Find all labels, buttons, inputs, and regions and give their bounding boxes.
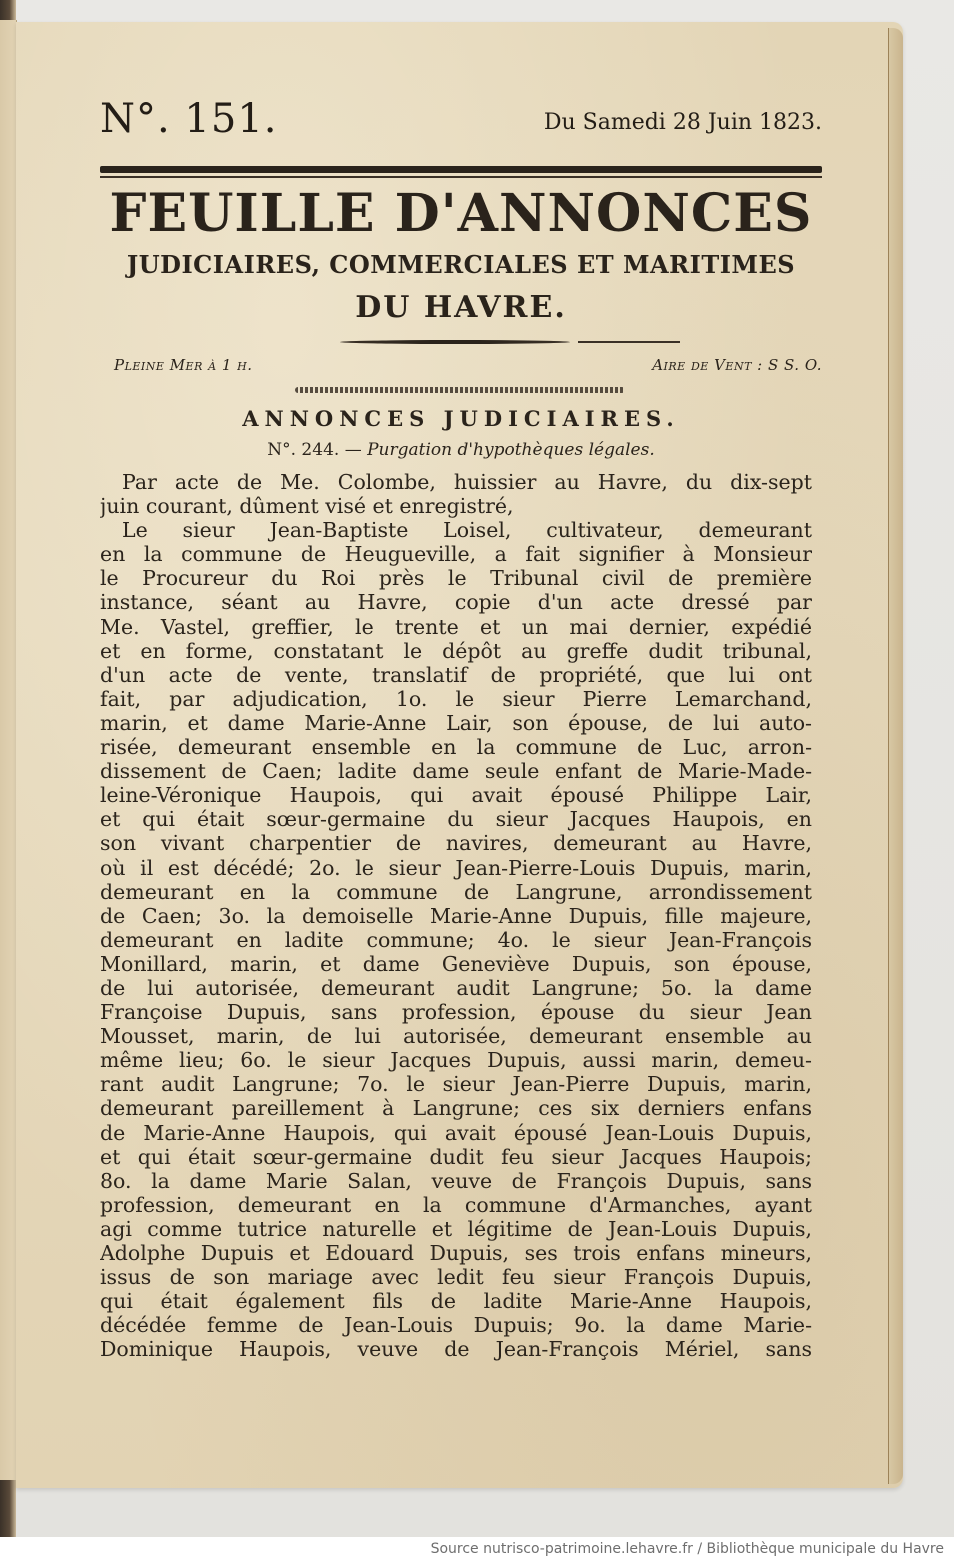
body-line: son vivant charpentier de navires, demeurant au Havre, (100, 831, 812, 856)
body-line: risée, demeurant ensemble en la commune de Luc, arron- (100, 735, 812, 760)
issue-date: Du Samedi 28 Juin 1823. (543, 110, 822, 135)
page-edge (888, 28, 903, 1484)
newspaper-title: FEUILLE D'ANNONCES (109, 183, 813, 244)
body-line: qui était également fils de ladite Marie-Anne Haupois, (100, 1289, 812, 1314)
newspaper-page (16, 22, 903, 1488)
masthead-top (100, 96, 822, 156)
body-line: et qui était sœur-germaine dudit feu sieur Jacques Haupois; (100, 1144, 812, 1169)
body-line: Mousset, marin, de lui autorisée, demeurant ensemble au (100, 1024, 812, 1049)
body-line: Monillard, marin, et dame Geneviève Dupuis, son épouse, (100, 951, 812, 976)
body-line: Françoise Dupuis, sans profession, épouse du sieur Jean (100, 1000, 812, 1025)
notice-number: N°. 244. — (267, 440, 362, 460)
notice-subject: Purgation d'hypothèques légales. (367, 440, 655, 460)
body-line: issus de son mariage avec ledit feu sieur François Dupuis, (100, 1265, 812, 1290)
ornament-rule-right (578, 341, 680, 343)
body-line: Dominique Haupois, veuve de Jean-François Mériel, sans (100, 1337, 812, 1362)
body-line: demeurant en la commune de Langrune, arrondissement (100, 879, 812, 904)
issue-number: N°. 151. (100, 96, 278, 142)
wind-direction: Aire de Vent : S S. O. (652, 356, 822, 374)
body-line: et en forme, constatant le dépôt au greffe dudit tribunal, (100, 638, 812, 663)
body-line: de Marie-Anne Haupois, qui avait épousé Jean-Louis Dupuis, (100, 1120, 812, 1145)
body-line: leine-Véronique Haupois, qui avait épousé Philippe Lair, (100, 783, 812, 808)
body-line: marin, et dame Marie-Anne Lair, son épouse, de lui auto- (100, 710, 812, 735)
body-line: demeurant pareillement à Langrune; ces six derniers enfans (100, 1096, 812, 1121)
notice-body (100, 470, 812, 1361)
body-line: Adolphe Dupuis et Edouard Dupuis, ses trois enfans mineurs, (100, 1241, 812, 1265)
high-tide-time: Pleine Mer à 1 h. (114, 356, 253, 374)
body-line: rant audit Langrune; 7o. le sieur Jean-Pierre Dupuis, marin, (100, 1072, 812, 1097)
ornament-rule (340, 340, 570, 344)
thin-rule (100, 176, 822, 178)
body-line: dissement de Caen; ladite dame seule enfant de Marie-Made- (100, 759, 812, 784)
left-page-edge (0, 20, 17, 1480)
section-heading: ANNONCES JUDICIAIRES. (242, 406, 680, 431)
tide-info (114, 356, 822, 380)
body-line: demeurant en ladite commune; 4o. le sieur Jean-François (100, 927, 812, 952)
body-line: où il est décédé; 2o. le sieur Jean-Pierre-Louis Dupuis, marin, (100, 855, 812, 880)
wavy-divider (295, 387, 625, 393)
notice-heading (100, 440, 822, 460)
body-line: Par acte de Me. Colombe, huissier au Havre, du dix-sept (122, 470, 812, 494)
body-line: profession, demeurant en la commune d'Armanches, ayant (100, 1192, 812, 1217)
masthead-double-rule (100, 166, 822, 178)
body-line: en la commune de Heugueville, a fait signifier à Monsieur (100, 542, 812, 567)
body-line: d'un acte de vente, translatif de propriété, que lui ont (100, 662, 812, 687)
body-line: agi comme tutrice naturelle et légitime de Jean-Louis Dupuis, (100, 1216, 812, 1241)
body-line: fait, par adjudication, 1o. le sieur Pierre Lemarchand, (100, 686, 812, 711)
body-line: Me. Vastel, greffier, le trente et un mai dernier, expédié (100, 614, 812, 639)
newspaper-subtitle: JUDICIAIRES, COMMERCIALES ET MARITIMES (126, 250, 796, 279)
body-line: Le sieur Jean-Baptiste Loisel, cultivateur, demeurant (122, 518, 812, 543)
body-line: et qui était sœur-germaine du sieur Jacques Haupois, en (100, 807, 812, 832)
source-caption: Source nutrisco-patrimoine.lehavre.fr / Bibliothèque municipale du Havre (430, 1541, 944, 1557)
body-line: le Procureur du Roi près le Tribunal civil de première (100, 566, 812, 591)
body-line: de lui autorisée, demeurant audit Langrune; 5o. la dame (100, 975, 812, 1000)
body-line: de Caen; 3o. la demoiselle Marie-Anne Dupuis, fille majeure, (100, 903, 812, 928)
newspaper-city: DU HAVRE. (355, 290, 567, 325)
body-line: décédée femme de Jean-Louis Dupuis; 9o. la dame Marie- (100, 1313, 812, 1338)
body-line: juin courant, dûment visé et enregistré, (100, 494, 514, 519)
body-line: instance, séant au Havre, copie d'un acte dressé par (100, 590, 812, 615)
thick-rule (100, 166, 822, 173)
body-line: même lieu; 6o. le sieur Jacques Dupuis, aussi marin, demeu- (100, 1048, 812, 1073)
body-line: 8o. la dame Marie Salan, veuve de François Dupuis, sans (100, 1168, 812, 1193)
